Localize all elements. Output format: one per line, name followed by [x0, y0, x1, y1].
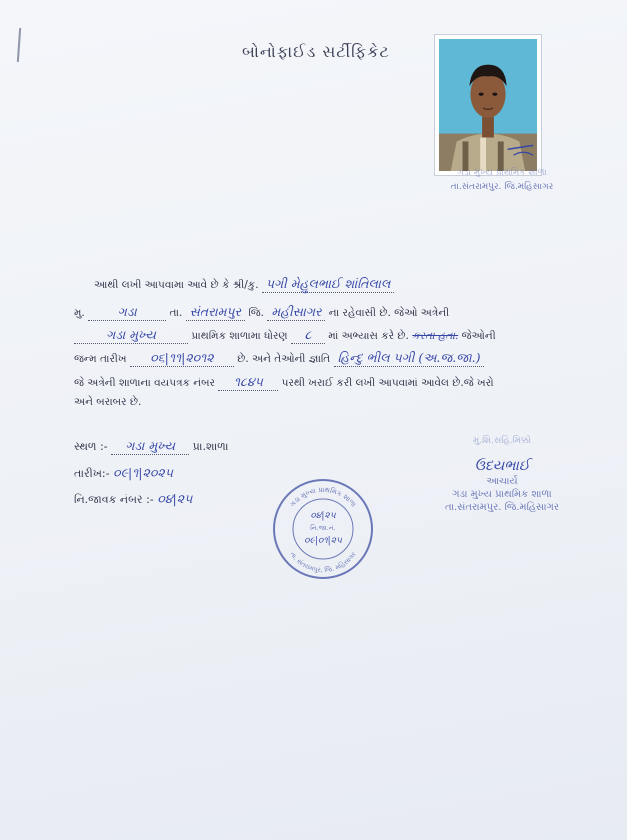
- standard-value: ૮: [291, 327, 325, 344]
- svg-text:ગડા મુખ્ય પ્રાથમિક શાળા: [288, 486, 357, 509]
- taluka-value: સંતરામપુર: [186, 304, 245, 321]
- seal-label: નિ.જા.નં.: [310, 524, 336, 532]
- outward-row: [74, 491, 192, 507]
- caste-label: છે. અને તેઓની જ્ઞાતિ: [237, 353, 331, 365]
- intro-text: આથી લખી આપવામા આવે છે કે શ્રી/કુ.: [94, 279, 259, 291]
- photo-stamp-location: તા.સંતરામપુર. જિ.મહિસાગર: [450, 182, 554, 192]
- mu-label: મુ.: [74, 307, 85, 319]
- place-label: સ્થળ :-: [74, 440, 108, 453]
- register-suffix: પરથી ખરાઈ કરી લખી આપવામાં આવેલ છે.જે ખરો: [281, 377, 494, 389]
- closing-text: અને બરાબર છે.: [74, 396, 142, 408]
- standard-suffix: માં અભ્યાસ કરે છે.: [328, 330, 409, 342]
- resident-text: ના રહેવાસી છે. જેઓ અત્રેની: [328, 307, 450, 319]
- ta-label: તા.: [169, 307, 183, 319]
- school-value: ગડા મુખ્ય: [74, 327, 188, 344]
- studied-text: કરતા હતા.: [412, 330, 459, 342]
- outward-label: નિ.જાવક નંબર :-: [74, 493, 154, 506]
- photo-stamp-school-name: ગડા મુખ્ય પ્રાથમિક શાળા: [457, 168, 547, 178]
- principal-title: આચાર્ય: [486, 476, 518, 487]
- place-suffix: પ્રા.શાળા: [192, 440, 229, 453]
- principal-location: તા.સંતરામપુર. જિ.મહિસાગર: [444, 502, 560, 513]
- body-line-1: [94, 276, 394, 293]
- seal-number: ૦૪|૨૫: [310, 511, 336, 521]
- body-line-6: [74, 396, 141, 409]
- village-value: ગડા: [88, 304, 166, 321]
- dob-value: ૦૬|૧૧|૨૦૧૨: [130, 350, 234, 367]
- principal-school: ગડા મુખ્ય પ્રાથમિક શાળા: [452, 489, 552, 500]
- student-photo: [434, 34, 542, 176]
- body-line-2: [74, 304, 449, 321]
- body-line-3: [74, 327, 496, 344]
- date-row: [74, 465, 173, 481]
- register-number: ૧૮૪૫: [218, 374, 278, 391]
- principal-faint-text: મુ.શિ.સહિ.મિક્કો: [472, 436, 532, 446]
- school-round-seal: [272, 478, 374, 580]
- place-row: [74, 438, 228, 455]
- principal-signature: ઉદયભાઈ: [474, 458, 530, 474]
- pen-mark: [17, 28, 21, 62]
- certificate-title: બોનોફાઈડ સર્ટીફિકેટ: [242, 42, 390, 61]
- seal-ring-bottom: તા. સંતરામપુર, જિ. મહિસાગર: [288, 550, 358, 575]
- date-label: તારીખ:-: [74, 467, 110, 480]
- seal-date: ૦૯|૦૧|૨૫: [304, 536, 342, 546]
- date-value: ૦૯|૧|૨૦૨૫: [113, 465, 173, 480]
- dob-label: જન્મ તારીખ: [74, 353, 127, 365]
- body-line-4: [74, 350, 484, 367]
- photo-school-stamp: [432, 168, 572, 192]
- district-value: મહીસાગર: [267, 304, 325, 321]
- principal-signature-block: [422, 436, 582, 513]
- caste-value: હિન્દુ ભીલ પગી (અ.જ.જા.): [334, 350, 485, 367]
- outward-value: ૦૪|૨૫: [157, 491, 193, 506]
- ji-label: જિ.: [248, 307, 265, 319]
- school-suffix: પ્રાથમિક શાળામા ધોરણ: [191, 330, 288, 342]
- body-line-5: [74, 374, 494, 391]
- register-label: જે અત્રેની શાળાના વયપત્રક નંબર: [74, 377, 215, 389]
- place-value: ગડા મુખ્ય: [111, 438, 189, 455]
- their-text: જેઓની: [461, 330, 496, 342]
- student-name: પગી મેહુલભાઈ શાંતિલાલ: [262, 276, 394, 293]
- seal-ring-top: ગડા મુખ્ય પ્રાથમિક શાળા: [288, 485, 358, 509]
